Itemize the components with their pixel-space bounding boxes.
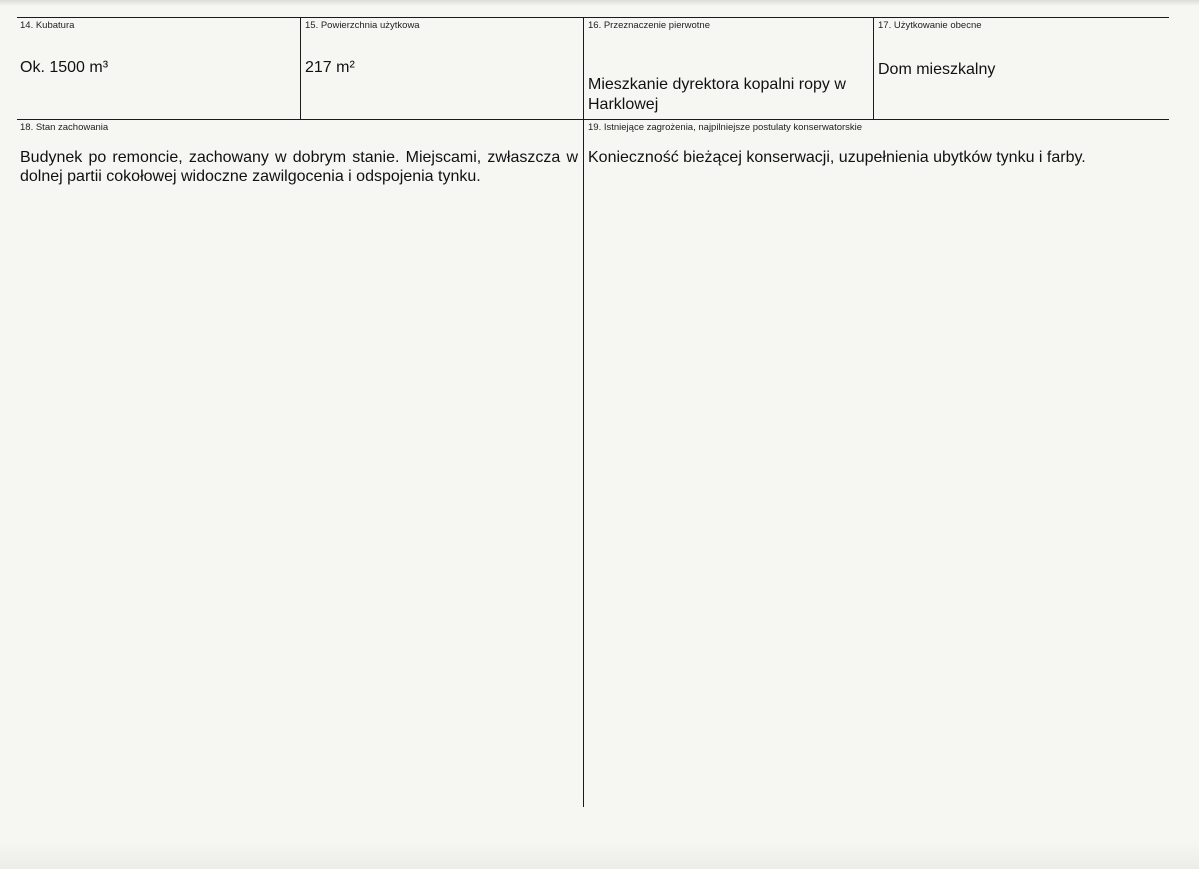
kubatura-value: Ok. 1500 m³ — [20, 59, 109, 76]
row-divider — [17, 119, 1169, 120]
stan-zachowania-value: Budynek po remoncie, zachowany w dobrym stanie. Miejscami, zwłaszcza w dolnej partii cokołowej widoczne zawilgocenia i odspojenia tynku. — [20, 149, 578, 185]
col-divider-main — [583, 119, 584, 807]
col-divider-2 — [583, 17, 584, 119]
powierzchnia-value: 217 m² — [305, 59, 355, 76]
scan-bottom — [0, 840, 1199, 869]
przeznaczenie-value: Mieszkanie dyrektora kopalni ropy w Harklowej — [588, 76, 846, 113]
zagrozenia-label: 19. Istniejące zagrożenia, najpilniejsze postulaty konserwatorskie — [588, 122, 863, 133]
kubatura-label: 14. Kubatura — [20, 20, 75, 31]
uzytkowanie-label: 17. Użytkowanie obecne — [878, 20, 982, 31]
scan-edge — [0, 0, 1199, 6]
stan-zachowania-label: 18. Stan zachowania — [20, 122, 109, 133]
col-divider-1 — [300, 17, 301, 119]
zagrozenia-value: Konieczność bieżącej konserwacji, uzupełnienia ubytków tynku i farby. — [588, 149, 1086, 166]
uzytkowanie-value: Dom mieszkalny — [878, 61, 996, 78]
col-divider-3 — [873, 17, 874, 119]
przeznaczenie-label: 16. Przeznaczenie pierwotne — [588, 20, 710, 31]
powierzchnia-label: 15. Powierzchnia użytkowa — [305, 20, 420, 31]
top-border — [17, 17, 1169, 18]
